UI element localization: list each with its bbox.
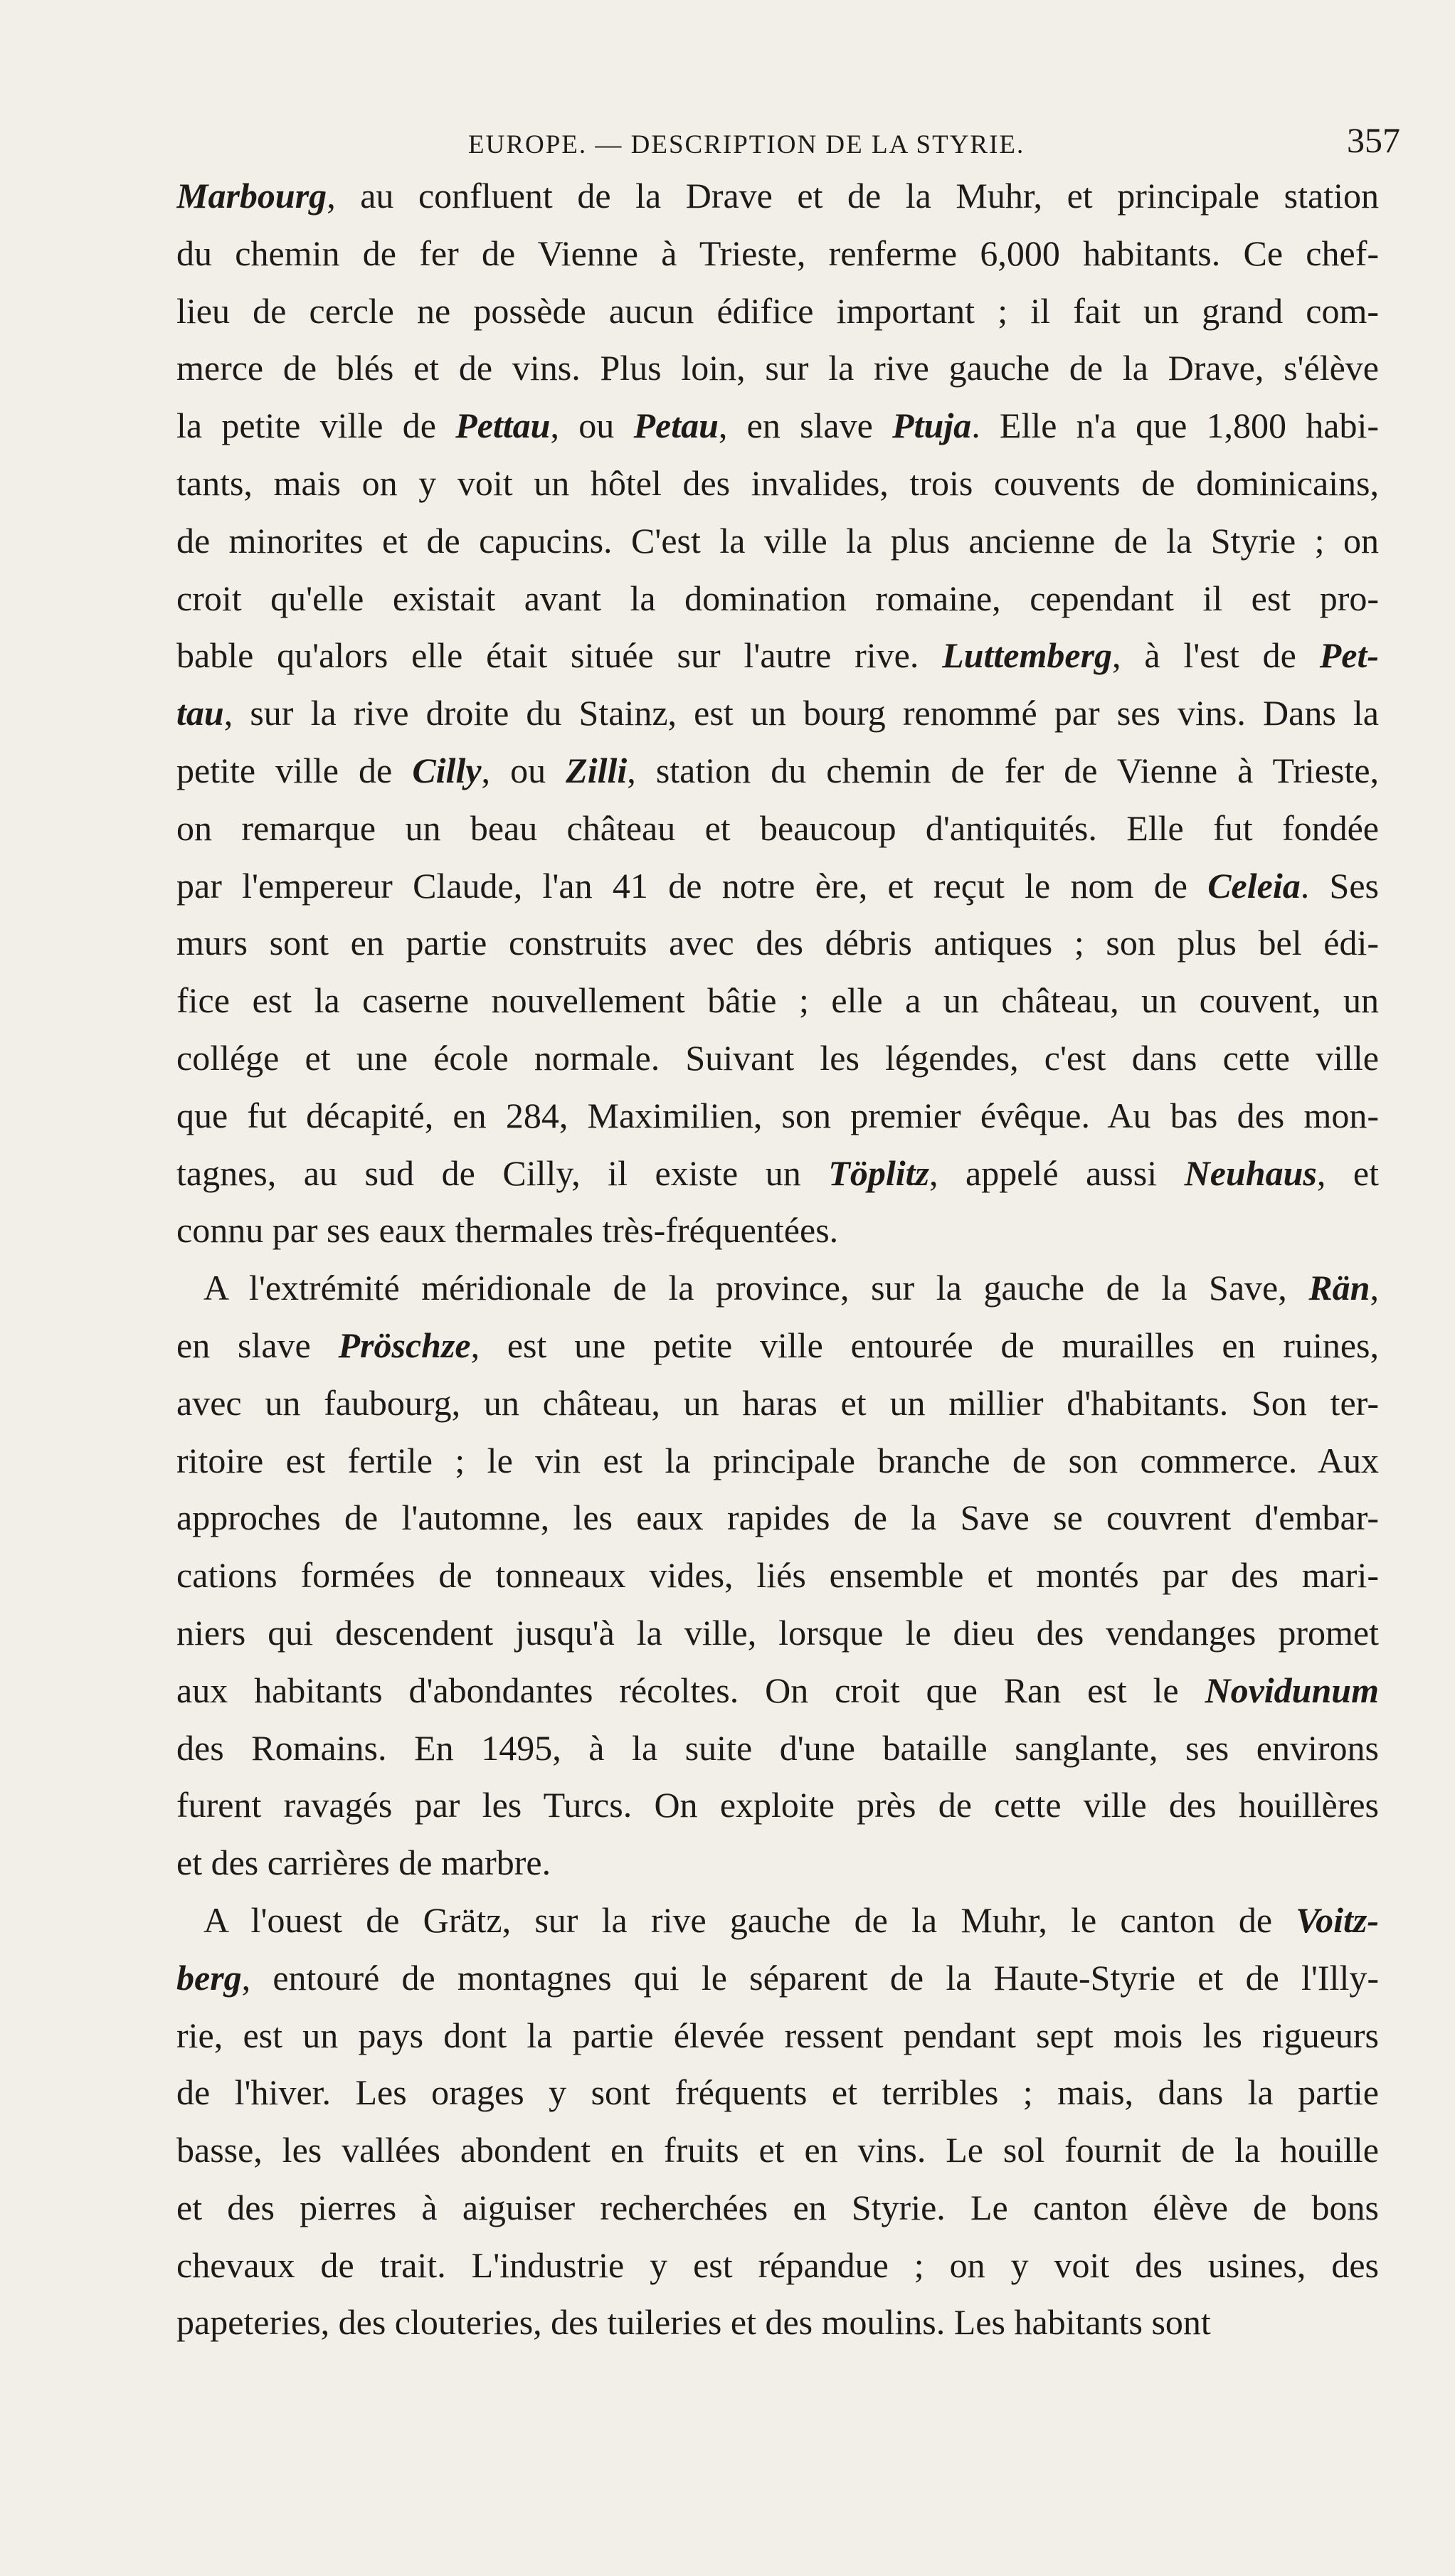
text-line [176,972,1379,1029]
text-line [176,914,1379,972]
italic-place-name: Voitz- [1296,1899,1379,1940]
text-line [176,1776,1379,1834]
text-run: des Romains. En 1495, à la suite d'une bataille sanglante, ses environs [176,1727,1379,1768]
text-line [176,1719,1379,1777]
text-line [176,1432,1379,1490]
text-line [176,1259,1379,1317]
text-run: tants, mais on y voit un hôtel des invalides, trois couvents de dominicains, [176,462,1379,503]
text-run: merce de blés et de vins. Plus loin, sur la rive gauche de la Drave, s'élève [176,348,1379,388]
italic-place-name: berg [176,1957,242,1998]
italic-place-name: Pröschze [338,1325,471,1365]
text-run: , station du chemin de fer de Vienne à Trieste, [627,750,1379,790]
text-run: et des pierres à aiguiser recherchées en Styrie. Le canton élève de bons [176,2187,1379,2227]
text-line [176,225,1379,282]
text-run: du chemin de fer de Vienne à Trieste, renferme 6,000 habitants. Ce chef- [176,233,1379,273]
text-line [176,1202,1379,1259]
italic-place-name: Cilly [412,750,482,790]
text-run: collége et une école normale. Suivant les légendes, c'est dans cette ville [176,1037,1379,1078]
text-line [176,2237,1379,2294]
italic-place-name: Luttemberg [942,635,1113,676]
text-line [176,1604,1379,1662]
text-run: connu par ses eaux thermales très-fréquentées. [176,1210,839,1251]
text-run: fice est la caserne nouvellement bâtie ; elle a un château, un couvent, un [176,980,1379,1021]
text-run: aux habitants d'abondantes récoltes. On croit que Ran est le [176,1670,1205,1710]
text-line [176,1087,1379,1145]
text-line [176,800,1379,857]
text-line [176,1892,1379,1949]
text-run: croit qu'elle existait avant la domination romaine, cependant il est pro- [176,578,1379,618]
italic-place-name: tau [176,693,224,733]
text-run: de minorites et de capucins. C'est la ville la plus ancienne de la Styrie ; on [176,520,1379,561]
text-run: , entouré de montagnes qui le séparent de la Haute-Styrie et de l'Illy- [241,1957,1379,1998]
text-run: la petite ville de [176,406,456,446]
text-run: , sur la rive droite du Stainz, est un bourg renommé par ses vins. Dans la [223,693,1379,733]
text-run: . Ses [1300,865,1379,906]
text-line [176,1145,1379,1202]
text-line [176,2294,1379,2351]
text-run: tagnes, au sud de Cilly, il existe un [176,1152,829,1193]
italic-place-name: Pet- [1319,635,1379,676]
running-head [176,120,1400,169]
text-line [176,1662,1379,1719]
text-run: , ou [550,406,634,446]
text-line [176,1374,1379,1432]
text-line [176,2007,1379,2064]
text-line [176,857,1379,915]
text-line [176,455,1379,512]
text-run: ritoire est fertile ; le vin est la principale branche de son commerce. Aux [176,1440,1379,1480]
text-line [176,1834,1379,1892]
text-run: , à l'est de [1112,635,1320,676]
text-run: que fut décapité, en 284, Maximilien, son premier évêque. Au bas des mon- [176,1095,1379,1135]
text-run: A l'ouest de Grätz, sur la rive gauche de la Muhr, le canton de [203,1899,1296,1940]
italic-place-name: Zilli [566,750,628,790]
text-run: , appelé aussi [928,1152,1185,1193]
text-line [176,397,1379,455]
text-line [176,1547,1379,1604]
text-run: basse, les vallées abondent en fruits et en vins. Le sol fournit de la houille [176,2130,1379,2170]
text-line [176,742,1379,800]
italic-place-name: Neuhaus [1184,1152,1317,1193]
text-run: . Elle n'a que 1,800 habi- [971,406,1379,446]
text-run: cations formées de tonneaux vides, liés ensemble et montés par des mari- [176,1555,1379,1596]
text-run: par l'empereur Claude, l'an 41 de notre ère, et reçut le nom de [176,865,1208,906]
text-run: de l'hiver. Les orages y sont fréquents et terribles ; mais, dans la partie [176,2072,1379,2113]
text-line [176,570,1379,627]
text-run: , est une petite ville entourée de murailles en ruines, [470,1325,1379,1365]
body-text [176,167,1379,2351]
text-line [176,2064,1379,2121]
text-run: murs sont en partie construits avec des débris antiques ; son plus bel édi- [176,923,1379,963]
italic-place-name: Rän [1308,1268,1370,1308]
text-run: lieu de cercle ne possède aucun édifice important ; il fait un grand com- [176,290,1379,331]
text-line [176,1029,1379,1087]
text-line [176,627,1379,684]
text-run: , [1370,1268,1379,1308]
text-run: furent ravagés par les Turcs. On exploite près de cette ville des houillères [176,1785,1379,1825]
page-number: 357 [1347,120,1400,160]
italic-place-name: Novidunum [1205,1670,1379,1710]
italic-place-name: Töplitz [828,1152,929,1193]
text-run: petite ville de [176,750,413,790]
text-run: niers qui descendent jusqu'à la ville, lorsque le dieu des vendanges promet [176,1612,1379,1653]
text-run: chevaux de trait. L'industrie y est répandue ; on y voit des usines, des [176,2244,1379,2285]
text-run: approches de l'automne, les eaux rapides de la Save se couvrent d'embar- [176,1498,1379,1538]
text-line [176,512,1379,570]
text-line [176,2121,1379,2179]
text-run: papeteries, des clouteries, des tuileries et des moulins. Les habitants sont [176,2302,1211,2343]
text-run: rie, est un pays dont la partie élevée ressent pendant sept mois les rigueurs [176,2015,1379,2055]
italic-place-name: Marbourg [176,176,327,216]
text-line [176,2179,1379,2237]
text-run: avec un faubourg, un château, un haras et un millier d'habitants. Son ter- [176,1382,1379,1423]
text-run: on remarque un beau château et beaucoup d'antiquités. Elle fut fondée [176,807,1379,848]
italic-place-name: Petau [633,406,719,446]
text-run: en slave [176,1325,339,1365]
text-line [176,167,1379,225]
text-run: bable qu'alors elle était située sur l'autre rive. [176,635,943,676]
italic-place-name: Ptuja [892,406,972,446]
text-run: , au confluent de la Drave et de la Muhr, et principale station [327,176,1379,216]
italic-place-name: Pettau [455,406,551,446]
text-run: , et [1316,1152,1379,1193]
text-run: , en slave [718,406,893,446]
text-run: et des carrières de marbre. [176,1843,551,1883]
italic-place-name: Celeia [1207,865,1301,906]
text-line [176,1489,1379,1547]
text-line [176,282,1379,340]
text-line [176,1317,1379,1374]
text-line [176,1949,1379,2007]
text-run: , ou [481,750,566,790]
running-title: EUROPE. — DESCRIPTION DE LA STYRIE. [468,130,1025,159]
text-line [176,339,1379,397]
text-run: A l'extrémité méridionale de la province, sur la gauche de la Save, [203,1268,1309,1308]
text-line [176,684,1379,742]
